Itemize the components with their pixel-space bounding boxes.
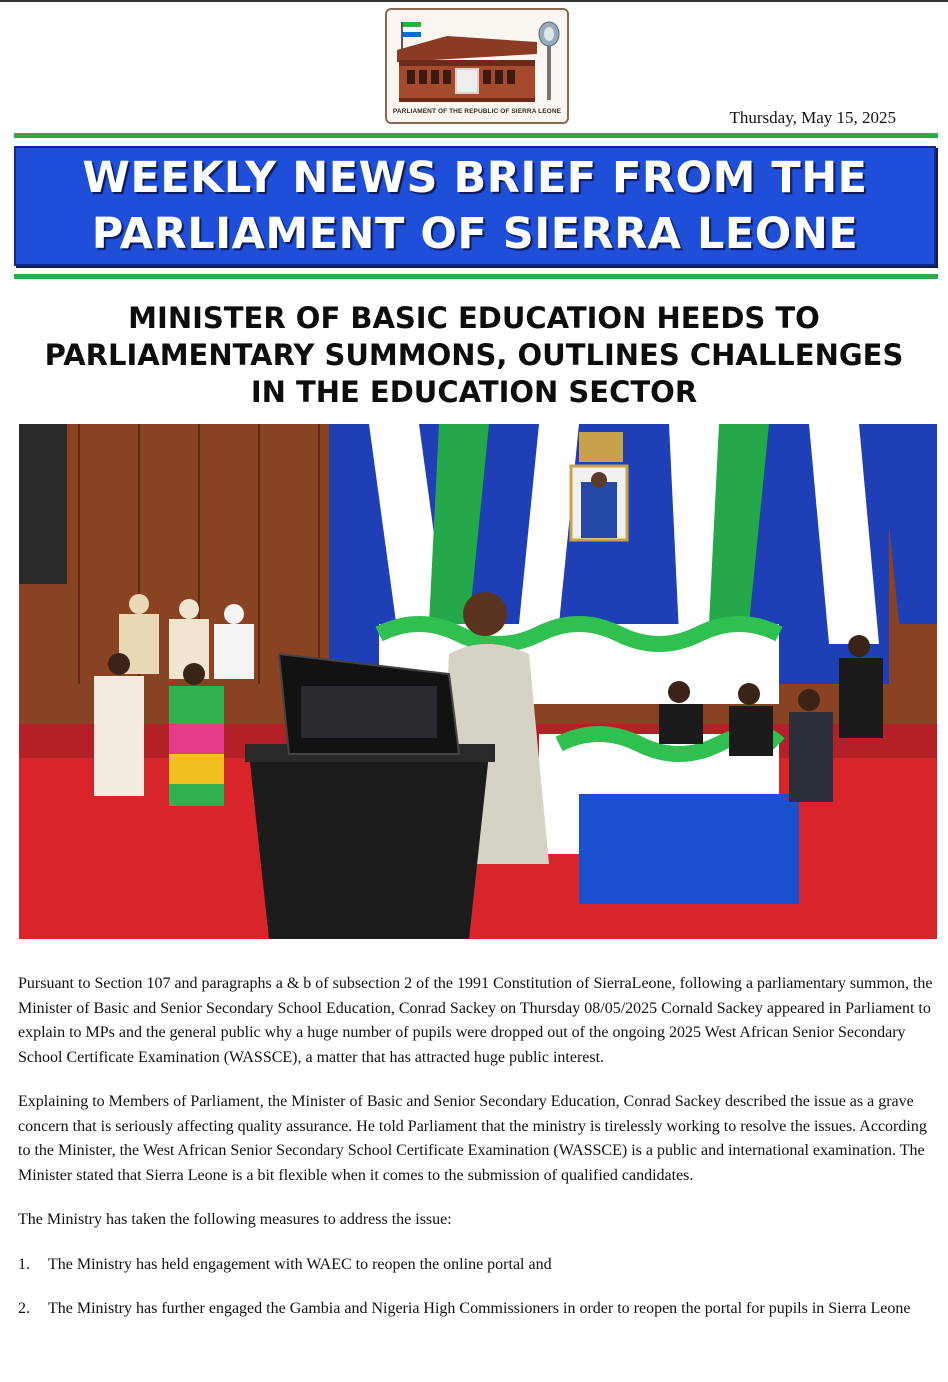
parliament-logo — [385, 8, 569, 124]
article-paragraph-1: Pursuant to Section 107 and paragraphs a & b of subsection 2 of the 1991 Constitution of SierraLeone, following a parliamentary summon, the Minister of Basic and Senior Secondary School Education, Conrad Sackey on Thursday 08/05/2025 Cornald Sackey appeared in Parliament to explain to MPs and the general public why a huge number of pupils were dropped out of the ongoing 2025 West African Senior Secondary School Certificate Examination (WASSCE), a matter that has attracted huge public interest. — [18, 975, 933, 1066]
list-item — [18, 1297, 938, 1322]
list-item-number: 1. — [18, 1255, 30, 1273]
banner-title: WEEKLY NEWS BRIEF FROM THE PARLIAMENT OF SIERRA LEONE — [82, 153, 868, 259]
article-photo — [19, 424, 937, 939]
green-divider-bottom — [14, 274, 938, 279]
article-body — [18, 972, 938, 1342]
issue-date: Thursday, May 15, 2025 — [729, 108, 896, 127]
list-item — [18, 1253, 938, 1278]
article-paragraph-2: Explaining to Members of Parliament, the Minister of Basic and Senior Secondary Education, Conrad Sackey described the issue as a grave concern that is seriously affecting quality assurance. He told Parliament that the ministry is tirelessly working to resolve the issues. According to the Minister, the West African Senior Secondary School Certificate Examination (WASSCE) is a public and international examination. The Minister stated that Sierra Leone is a bit flexible when it comes to the submission of qualified candidates. — [18, 1093, 927, 1184]
article-headline: MINISTER OF BASIC EDUCATION HEEDS TO PARLIAMENTARY SUMMONS, OUTLINES CHALLENGES IN THE EDUCATION SECTOR — [44, 301, 904, 409]
article-paragraph-3: The Ministry has taken the following measures to address the issue: — [18, 1211, 452, 1228]
list-item-text: The Ministry has further engaged the Gambia and Nigeria High Commissioners in order to reopen the portal for pupils in Sierra Leone — [48, 1300, 911, 1317]
logo-caption: PARLIAMENT OF THE REPUBLIC OF SIERRA LEONE — [392, 108, 562, 115]
top-rule — [0, 0, 948, 2]
list-item-number: 2. — [18, 1300, 30, 1317]
green-divider-top — [14, 133, 938, 138]
title-banner — [14, 146, 936, 266]
list-item-text: The Ministry has held engagement with WAEC to reopen the online portal and — [48, 1255, 552, 1273]
